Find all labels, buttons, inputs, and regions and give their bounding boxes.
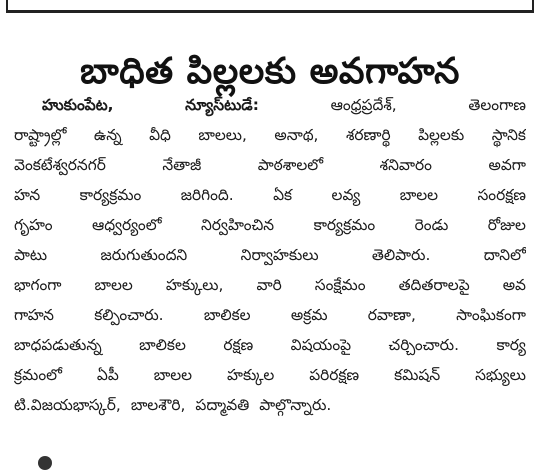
word: జరిగింది. (180, 186, 234, 204)
article-line (14, 330, 526, 360)
word: కార్య (496, 336, 526, 354)
article-line (14, 270, 526, 300)
word: పిల్లలకు (418, 126, 465, 144)
article-headline: బాధిత పిల్లలకు అవగాహన (80, 51, 460, 93)
article-line (14, 390, 526, 420)
word: సంక్షేమం (314, 276, 366, 294)
word: రవాణా, (367, 306, 416, 324)
word: హక్కుల (227, 366, 275, 384)
word: బాలల (153, 366, 193, 384)
word: శరణార్థి (345, 126, 391, 144)
article-line (14, 210, 526, 240)
word: బాధపడుతున్న (14, 336, 102, 354)
word: తెలిపారు. (371, 246, 431, 264)
word: బాలశౌరి, (130, 396, 186, 414)
word: పద్మావతి (195, 396, 250, 414)
word: అక్రమ (290, 306, 328, 324)
word: హన (14, 186, 41, 204)
word: దానిలో (483, 246, 526, 264)
article-line (14, 360, 526, 390)
word: రోజుల (487, 216, 526, 234)
word: సంరక్షణ (477, 186, 526, 204)
word: పాటు (14, 246, 48, 264)
word: కల్పించారు. (94, 306, 164, 324)
word: ఉన్న (93, 126, 122, 144)
previous-article-border (6, 0, 534, 13)
article-line (14, 150, 526, 180)
word: నిర్వహించిన (201, 216, 275, 234)
word: బాలికల (139, 336, 186, 354)
word: రెండు (414, 216, 449, 234)
word: సాంఘికంగా (456, 306, 526, 324)
word: శనివారం (379, 156, 432, 174)
word: జరుగుతుందని (100, 246, 188, 264)
word: హక్కులు, (165, 276, 224, 294)
article-line (14, 180, 526, 210)
word: రక్షణ (223, 336, 254, 354)
word: అనాథ, (274, 126, 319, 144)
word: నిర్వాహకులు (240, 246, 319, 264)
word: భాగంగా (14, 276, 62, 294)
word: ఏక (273, 186, 293, 204)
word: బాలల (94, 276, 133, 294)
word: ఆంధ్రప్రదేశ్‌, (330, 96, 397, 114)
word: చర్చించారు. (388, 336, 460, 354)
word: లవ్య (331, 186, 361, 204)
word: సభ్యులు (475, 366, 526, 384)
word: తదితరాలపై (398, 276, 470, 294)
word: తెలంగాణ (468, 96, 526, 114)
word: క్రమంలో (14, 366, 62, 384)
word: అవగా (488, 156, 526, 174)
word: వెంకటేశ్వరనగర్‌ (14, 156, 106, 174)
article-line (14, 90, 526, 120)
word: టి.విజయభాస్కర్‌, (14, 396, 121, 414)
next-article-marker (38, 456, 52, 470)
article-line (14, 240, 526, 270)
word: పాల్గొన్నారు. (259, 396, 332, 414)
word: వీధి (149, 126, 171, 144)
word: ఆధ్వర్యంలో (91, 216, 162, 234)
word: వారి (256, 276, 282, 294)
word: పాఠశాలలో (257, 156, 324, 174)
article-line (14, 120, 526, 150)
word: గృహం (14, 216, 53, 234)
dateline-source: న్యూస్‌టుడే: (185, 96, 259, 114)
article-body (14, 90, 526, 420)
word: బాలికల (203, 306, 251, 324)
word: ఏపీ (96, 366, 119, 384)
word: బాలలు, (198, 126, 247, 144)
word: అవ (502, 276, 526, 294)
word: కమిషన్‌ (394, 366, 441, 384)
word: కార్యక్రమం (79, 186, 142, 204)
article-line (14, 300, 526, 330)
word: నేతాజీ (162, 156, 202, 174)
word: గాహన (14, 306, 54, 324)
word: విషయంపై (290, 336, 352, 354)
word: బాలల (399, 186, 439, 204)
word: స్థానిక (491, 126, 526, 144)
word: పరిరక్షణ (309, 366, 360, 384)
word: కార్యక్రమం (313, 216, 376, 234)
dateline-place: హుకుంపేట, (42, 96, 114, 114)
word: రాష్ట్రాల్లో (14, 126, 67, 144)
